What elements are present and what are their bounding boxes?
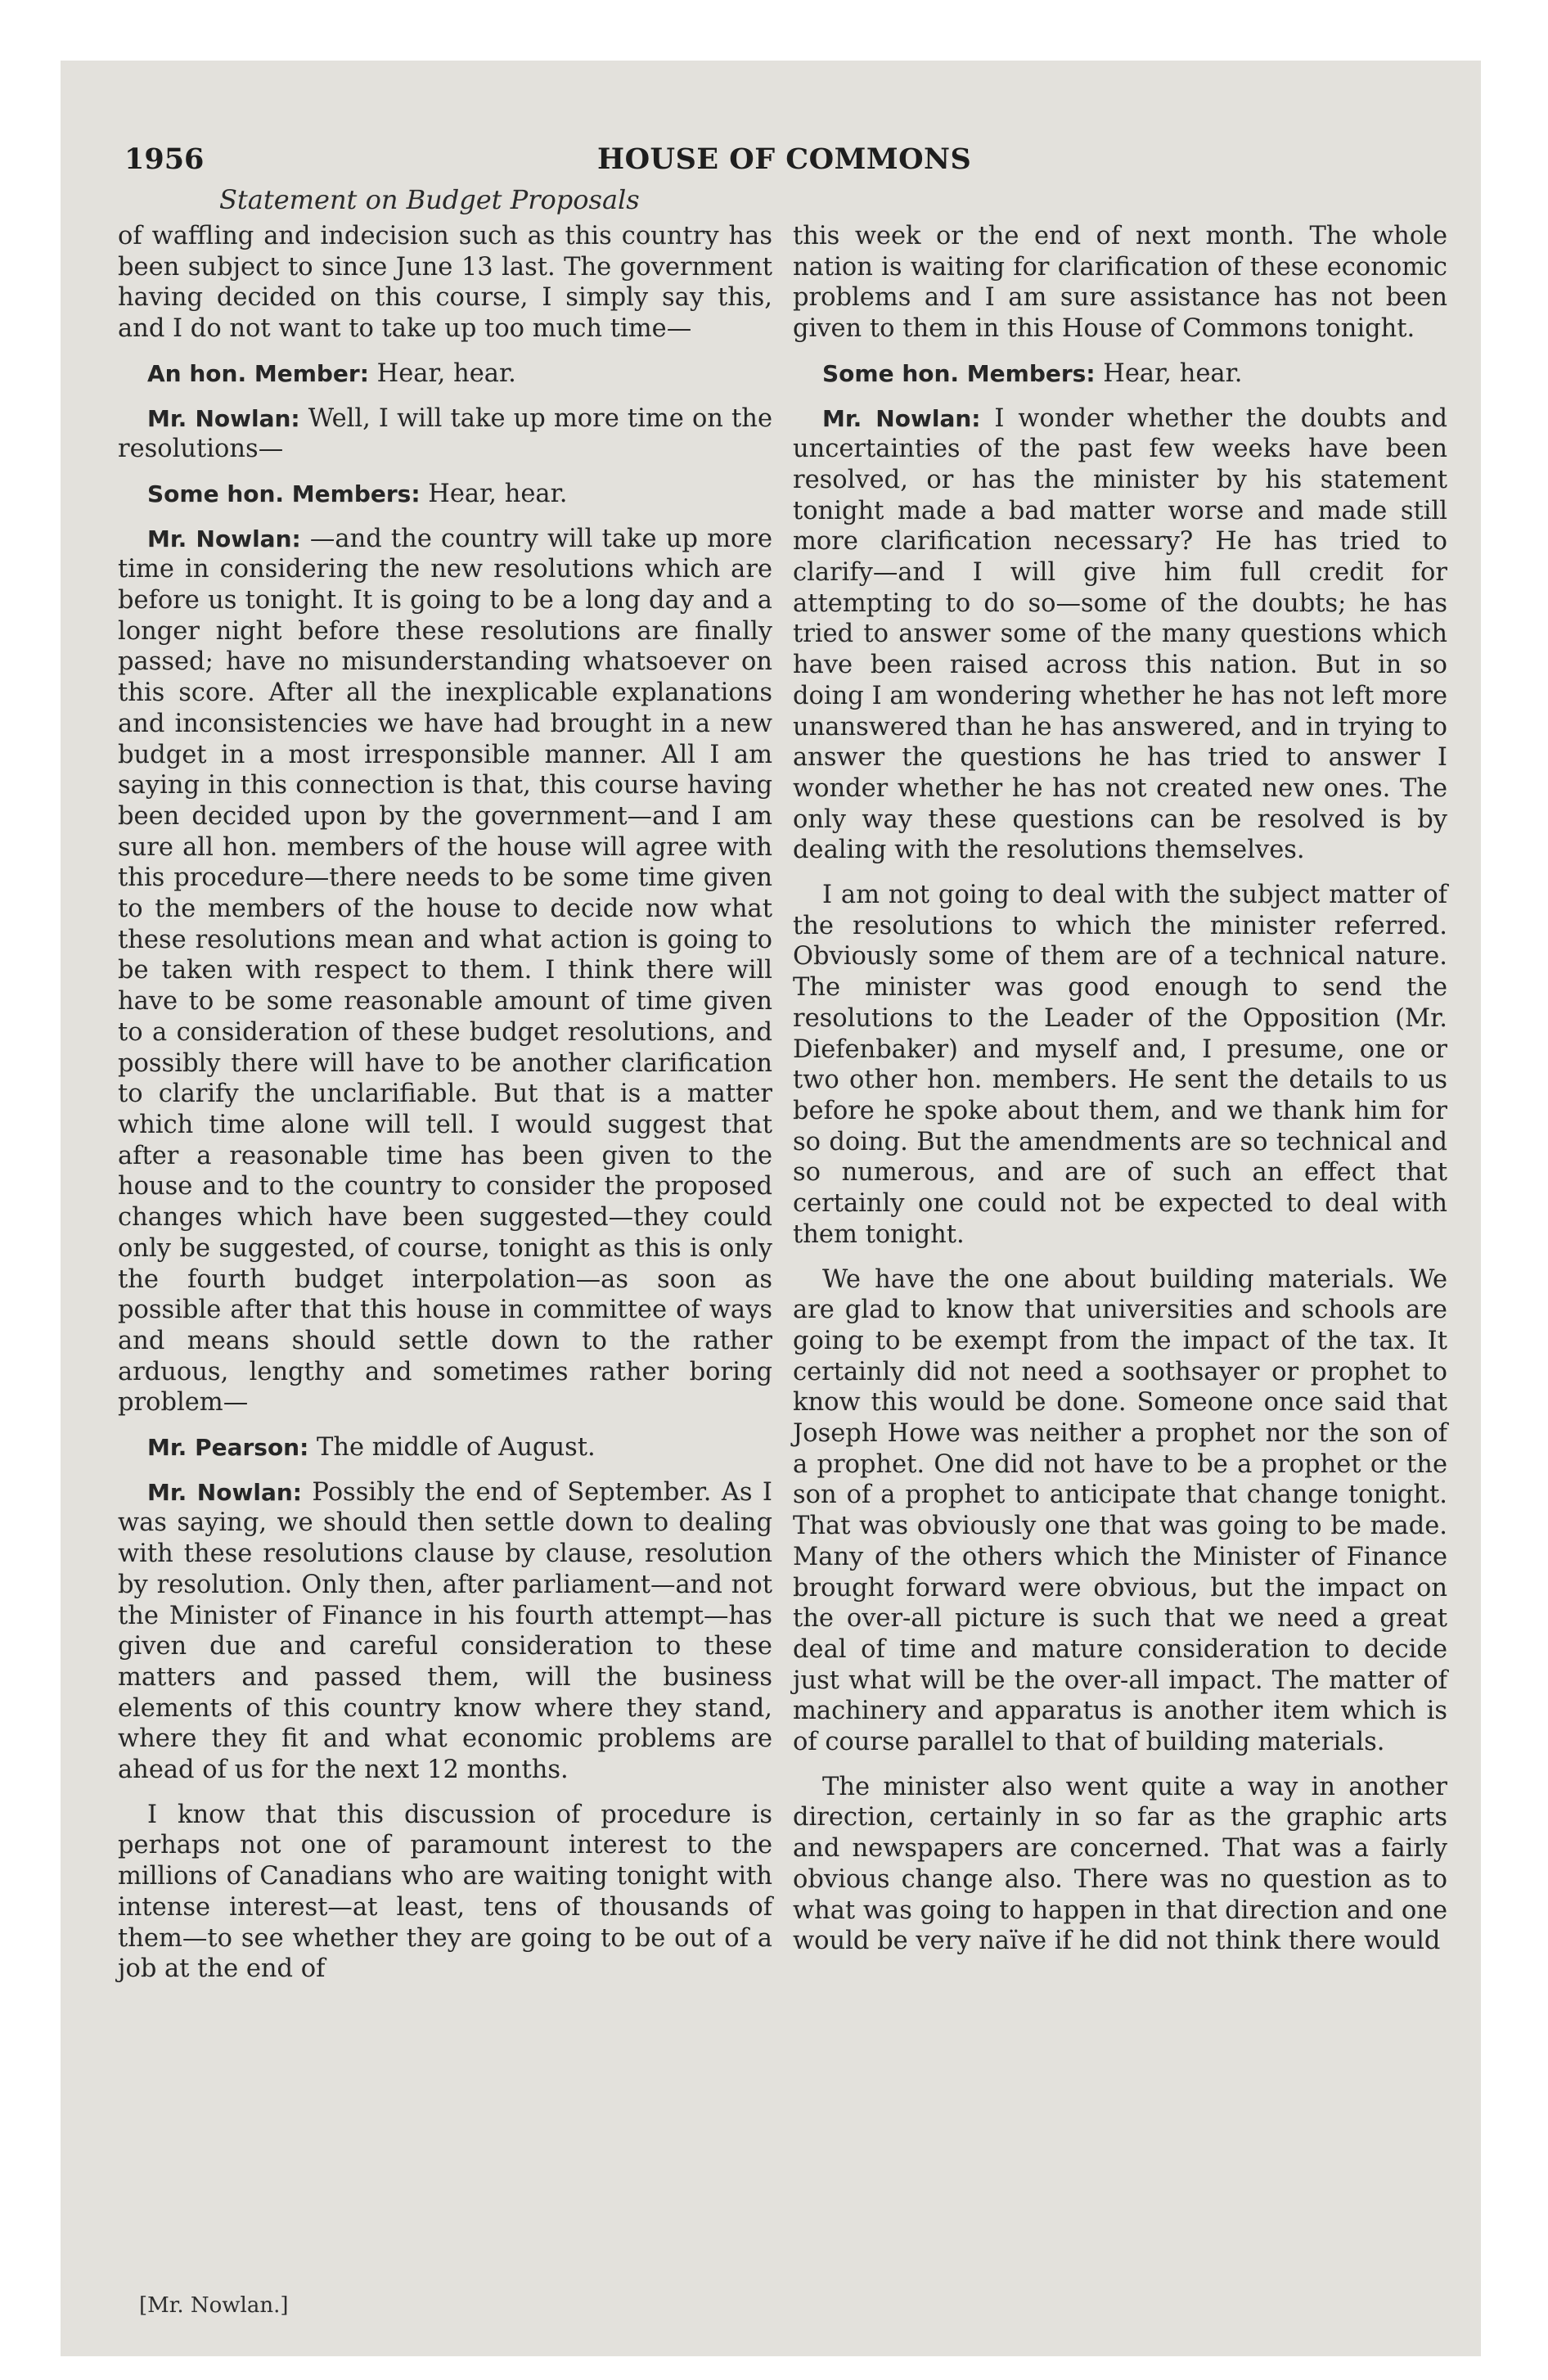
speech-paragraph xyxy=(118,1432,772,1463)
speaker-footnote: [Mr. Nowlan.] xyxy=(139,2293,289,2318)
speech-paragraph xyxy=(118,479,772,510)
speech-text: Possibly the end of September. As I was saying, we should then settle down to dealing with these resolutions clause by clause, resolution by resolution. Only then, after parliament—and not the Minister of Finance in his fourth attempt—has given due and careful consideration to these matters and passed them, will the business elements of this country know where they stand, where they fit and what economic problems are ahead of us for the next 12 months. xyxy=(118,1477,772,1785)
left-column xyxy=(118,221,772,1999)
speech-paragraph xyxy=(793,358,1447,390)
speech-text: —and the country will take up more time in considering the new resolutions which are before us tonight. It is going to be a long day and a longer night before these resolutions are finally passed; have no misunderstanding whatsoever on this score. After all the inexplicable explanations and inconsistencies we have had brought in a new budget in a most irresponsible manner. All I am saying in this connection is that, this course having been decided upon by the government—and I am sure all hon. members of the house will agree with this procedure—there needs to be some time given to the members of the house to decide now what these resolutions mean and what action is going to be taken with respect to them. I think there will have to be some reasonable amount of time given to a consideration of these budget resolutions, and possibly there will have to be another clarification to clarify the unclarifiable. But that is a matter which time alone will tell. I would suggest that after a reasonable time has been given to the house and to the country to consider the proposed changes which have been suggested—they could only be suggested, of course, tonight as this is only the fourth budget interpolation—as soon as possible after that this house in committee of ways and means should settle down to the rather arduous, lengthy and sometimes rather boring problem— xyxy=(118,524,772,1418)
speech-paragraph xyxy=(118,524,772,1418)
speaker-name: Mr. Nowlan: xyxy=(822,404,981,432)
speaker-name: Mr. Pearson: xyxy=(147,1434,309,1462)
text-paragraph: We have the one about building materials. We are glad to know that universities and schools are going to be exempt from the impact of the tax. It certainly did not need a soothsayer or prophet to know this would be done. Someone once said that Joseph Howe was neither a prophet nor the son of a prophet. One did not have to be a prophet or the son of a prophet to anticipate that change tonight. That was obviously one that was going to be made. Many of the others which the Minister of Finance brought forward were obvious, but the impact on the over-all picture is such that we need a great deal of time and mature consideration to decide just what will be the over-all impact. The matter of machinery and apparatus is another item which is of course parallel to that of building materials. xyxy=(793,1264,1447,1757)
speaker-name: An hon. Member: xyxy=(147,359,369,387)
speech-text: Hear, hear. xyxy=(420,479,568,508)
text-paragraph: this week or the end of next month. The whole nation is waiting for clarification of these economic problems and I am sure assistance has not been given to them in this House of Commons tonight. xyxy=(793,222,1447,344)
running-head: HOUSE OF COMMONS xyxy=(597,142,972,176)
section-title: Statement on Budget Proposals xyxy=(219,184,640,215)
speech-paragraph xyxy=(118,358,772,390)
speaker-name: Some hon. Members: xyxy=(822,359,1096,387)
speech-text: Well, I will take up more time on the resolutions— xyxy=(118,403,772,464)
speech-paragraph xyxy=(118,403,772,465)
text-paragraph: I know that this discussion of procedure is perhaps not one of paramount interest to the millions of Canadians who are waiting tonight with intense interest—at least, tens of thousands of them—to see whether they are going to be out of a job at the end of xyxy=(118,1800,772,1984)
text-paragraph: I am not going to deal with the subject matter of the resolutions to which the minister referred. Obviously some of them are of a technical nature. The minister was good enough to send the resolutions to the Leader of the Opposition (Mr. Diefenbaker) and myself and, I presume, one or two other hon. members. He sent the details to us before he spoke about them, and we thank him for so doing. But the amendments are so technical and so numerous, and are of such an effect that certainly one could not be expected to deal with them tonight. xyxy=(793,881,1447,1249)
speaker-name: Mr. Nowlan: xyxy=(147,1478,302,1506)
text-paragraph: The minister also went quite a way in another direction, certainly in so far as the graphic arts and newspapers are concerned. That was a fairly obvious change also. There was no question as to what was going to happen in that direction and one would be very naïve if he did not think there would xyxy=(793,1772,1447,1956)
speech-text: I wonder whether the doubts and uncertainties of the past few weeks have been resolved, or has the minister by his statement tonight made a bad matter worse and made still more clarification necessary? He has tried to clarify—and I will give him full credit for attempting to do so—some of the doubts; he has tried to answer some of the many questions which have been raised across this nation. But in so doing I am wondering whether he has not left more unanswered than he has answered, and in trying to answer the questions he has tried to answer I wonder whether he has not created new ones. The only way these questions can be resolved is by dealing with the resolutions themselves. xyxy=(793,403,1447,865)
speech-text: Hear, hear. xyxy=(368,358,516,388)
page-number: 1956 xyxy=(124,142,205,176)
speech-paragraph xyxy=(118,1477,772,1786)
speaker-name: Mr. Nowlan: xyxy=(147,525,301,552)
text-paragraph: of waffling and indecision such as this country has been subject to since June 13 last. The government having decided on this course, I simply say this, and I do not want to take up too much time— xyxy=(118,222,772,344)
speech-paragraph xyxy=(793,403,1447,867)
speech-text: The middle of August. xyxy=(308,1433,596,1463)
speech-text: Hear, hear. xyxy=(1095,358,1243,388)
right-column xyxy=(793,221,1447,1971)
speaker-name: Mr. Nowlan: xyxy=(147,404,300,432)
speaker-name: Some hon. Members: xyxy=(147,480,421,507)
